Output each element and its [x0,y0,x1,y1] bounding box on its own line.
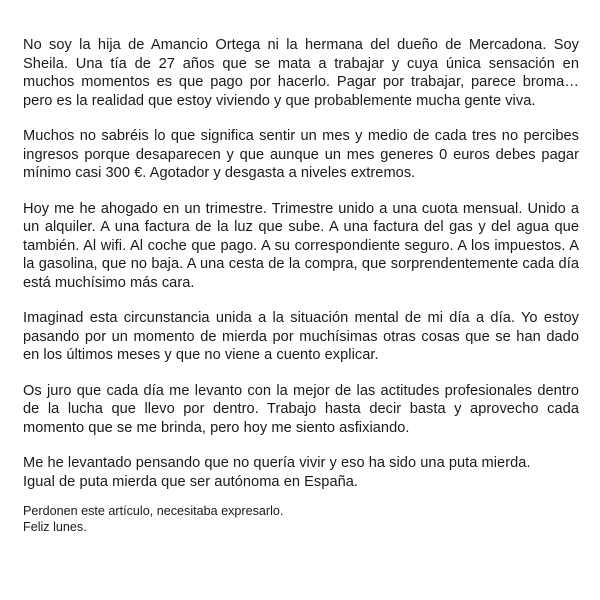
paragraph-income: Muchos no sabréis lo que significa sentir un mes y medio de cada tres no percibes ingresos porque desaparecen y que aunque un mes generes 0 euros debes pagar mínimo casi 300 €. Agotador y desgasta a niveles extremos. [23,128,579,181]
closing-line: Me he levantado pensando que no quería vivir y eso ha sido una puta mierda. [23,455,531,471]
closing-line: Igual de puta mierda que ser autónoma en España. [23,473,359,490]
signoff-line: Feliz lunes. [23,520,87,534]
document-body [23,36,579,535]
signoff-note [23,503,579,535]
paragraph-expenses: Hoy me he ahogado en un trimestre. Trimestre unido a una cuota mensual. Unido a un alquiler. A una factura de la luz que sube. A una factura del gas y del agua que también. Al wifi. Al coche que pago. A su correspondiente seguro. A los impuestos. A la gasolina, que no baja. A una cesta de la compra, que sorprendentemente cada día está muchísimo más cara. [23,200,579,291]
paragraph-effort: Os juro que cada día me levanto con la mejor de las actitudes profesionales dentro de la lucha que llevo por dentro. Trabajo hasta decir basta y aprovecho cada momento que se me brinda, pero hoy me siento asfixiando. [23,382,579,436]
paragraph-mental-state: Imaginad esta circunstancia unida a la situación mental de mi día a día. Yo estoy pasando por un momento de mierda por muchísimas otras cosas que se han dado en los últimos meses y que no viene a cuento explicar. [23,310,579,363]
paragraph-closing [23,454,579,491]
paragraph-intro: No soy la hija de Amancio Ortega ni la hermana del dueño de Mercadona. Soy Sheila. Una tía de 27 años que se mata a trabajar y cuya única sensación en muchos momentos es que pago por hacerlo. Pagar por trabajar, parece broma… pero es la realidad que estoy viviendo y que probablemente mucha gente viva. [23,37,579,109]
signoff-line: Perdonen este artículo, necesitaba expresarlo. [23,504,284,518]
